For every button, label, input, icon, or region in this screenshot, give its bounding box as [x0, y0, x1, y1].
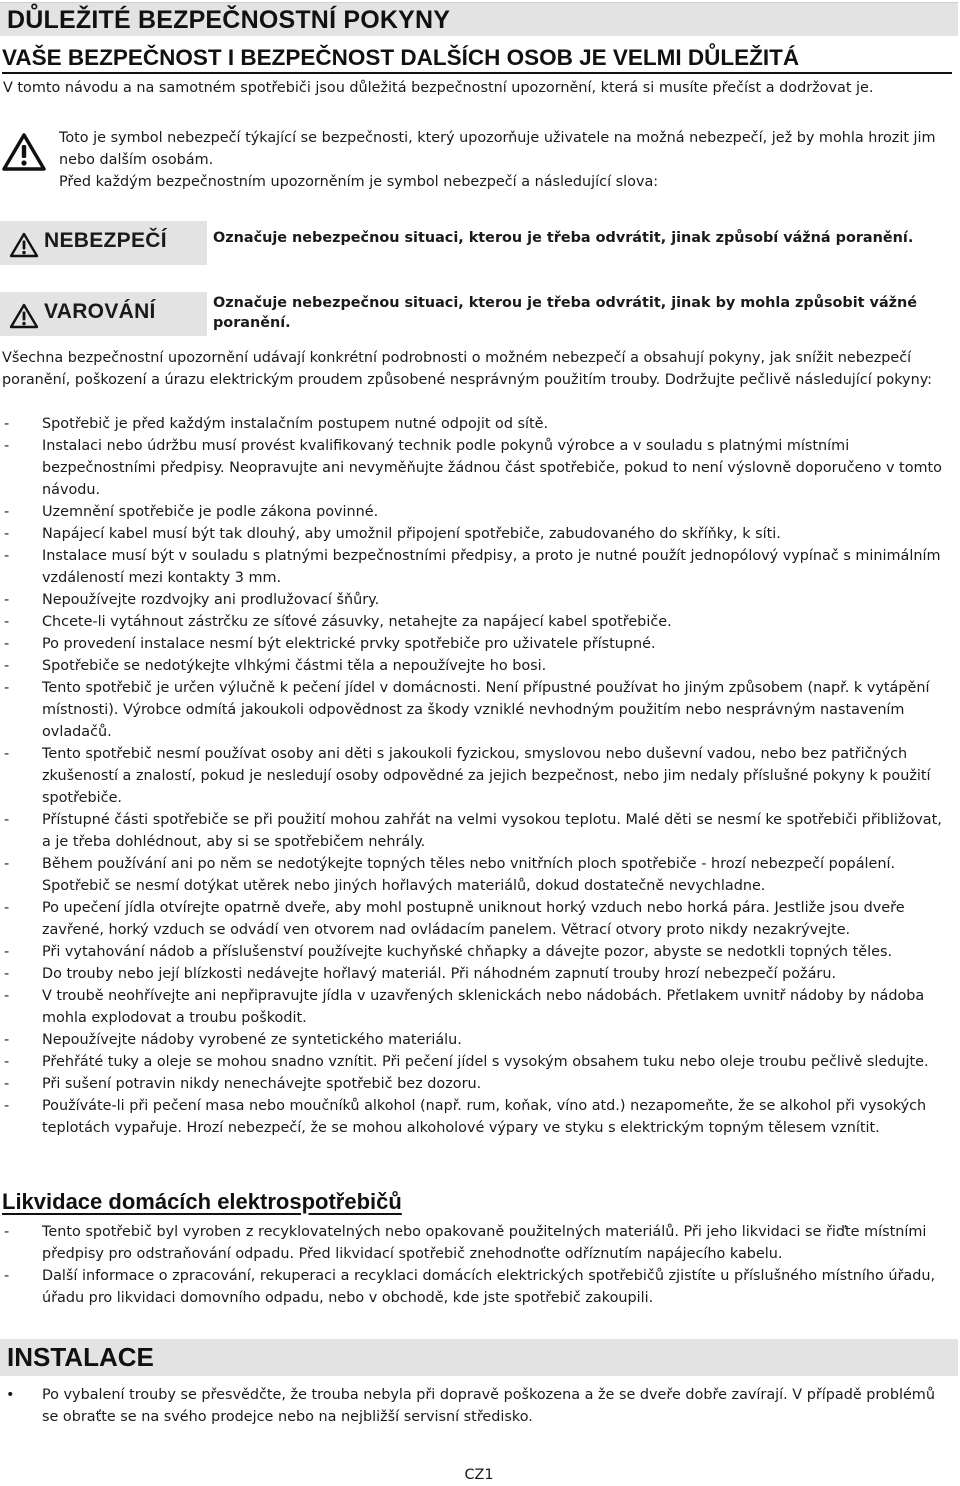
list-item: - Při sušení potravin nikdy nenechávejte spotřebič bez dozoru. [4, 1076, 482, 1092]
page-number: CZ1 [464, 1467, 494, 1483]
list-item: - Nepoužívejte rozdvojky ani prodlužovací šňůry. [4, 592, 380, 608]
list-item: - Napájecí kabel musí být tak dlouhý, aby umožnil připojení spotřebiče, zabudovaného do skříňky, k síti. [4, 526, 781, 542]
list-item: - Uzemnění spotřebiče je podle zákona povinné. [4, 504, 379, 520]
warning-triangle-icon [2, 133, 46, 171]
danger-label-text: NEBEZPEČÍ [44, 229, 167, 252]
warning-triangle-icon [9, 303, 39, 329]
list-item: - Instalaci nebo údržbu musí provést kvalifikovaný technik podle pokynů výrobce a v souladu s platnými místními bezpečnostními předpisy. Neopravujte ani nevyměňujte žádnou část spotřebiče, pokud to není výslovně doporučeno v tomto návodu. [4, 438, 942, 498]
list-item: - Používáte-li při pečení masa nebo moučníků alkohol (např. rum, koňak, víno atd.) nezapomeňte, že se alkohol při vysokých teplotách vypařuje. Hrozí nebezpečí, že se mohou alkoholové výpary ve styku s elektrickým topným tělesem vznítit. [4, 1098, 927, 1136]
danger-definition: Označuje nebezpečnou situaci, kterou je třeba odvrátit, jinak způsobí vážná poranění. [213, 230, 914, 246]
list-item: - Do trouby nebo její blízkosti nedávejte hořlavý materiál. Při náhodném zapnutí trouby hrozí nebezpečí požáru. [4, 966, 837, 982]
danger-label [0, 221, 207, 265]
warning-triangle-icon [9, 232, 39, 258]
list-item: - Instalace musí být v souladu s platnými bezpečnostními předpisy, a proto je nutné použít jednopólový vypínač s minimálním vzdáleností mezi kontakty 3 mm. [4, 548, 941, 586]
installation-list [2, 1384, 954, 1428]
list-item: - Tento spotřebič je určen výlučně k pečení jídel v domácnosti. Není přípustné používat ho jiným způsobem (např. k vytápění místnosti). Výrobce odmítá jakoukoli odpovědnost za škody vzniklé nevhodným použitím nebo nesprávným nastavením ovladačů. [4, 680, 930, 740]
list-item: - Tento spotřebič nesmí používat osoby ani děti s jakoukoli fyzickou, smyslovou nebo duševní vadou, nebo bez patřičných zkušeností a znalostí, pokud je nesledují osoby odpovědné za jejich bezpečnost, nebo jim nedaly příslušné pokyny k použití spotřebiče. [4, 746, 931, 806]
page-title: DŮLEŽITÉ BEZPEČNOSTNÍ POKYNY [7, 6, 451, 34]
symbol-description: Toto je symbol nebezpečí týkající se bezpečnosti, který upozorňuje uživatele na možná nebezpečí, jež by mohla hrozit jim nebo dalším osobám. [59, 130, 936, 168]
warning-label [0, 292, 207, 336]
installation-heading: INSTALACE [7, 1342, 154, 1372]
safety-instructions-list [2, 413, 954, 1139]
list-item: • Po vybalení trouby se přesvědčte, že trouba nebyla při dopravě poškozena a že se dveře dobře zavírají. V případě problémů se obraťte se na svého prodejce nebo na nejbližší servisní středisko. [6, 1387, 935, 1425]
list-item: - Chcete-li vytáhnout zástrčku ze síťové zásuvky, netahejte za napájecí kabel spotřebiče. [4, 614, 672, 630]
list-item: - Po upečení jídla otvírejte opatrně dveře, aby mohl postupně uniknout horký vzduch nebo horká pára. Jestliže jsou dveře zavřené, horký vzduch se odvádí ven otvorem nad ovládacím panelem. Větrací otvory proto nikdy nezakrývejte. [4, 900, 905, 938]
list-item: - Přístupné části spotřebiče se při použití mohou zahřát na velmi vysokou teplotu. Malé děti se nesmí ke spotřebiči přibližovat, a je třeba dohlédnout, aby si se spotřebičem nehrály. [4, 812, 942, 850]
disposal-list [2, 1221, 954, 1309]
list-item: - Po provedení instalace nesmí být elektrické prvky spotřebiče pro uživatele přístupné. [4, 636, 656, 652]
warning-definition: Označuje nebezpečnou situaci, kterou je třeba odvrátit, jinak by mohla způsobit vážné poranění. [213, 295, 918, 331]
intro-paragraph: V tomto návodu a na samotném spotřebiči jsou důležitá bezpečnostní upozornění, která si musíte přečíst a dodržovat je. [3, 80, 874, 96]
safety-intro-paragraph: Všechna bezpečnostní upozornění udávají konkrétní podrobnosti o možném nebezpečí a obsahují pokyny, jak snížit nebezpečí poranění, poškození a úrazu elektrickým proudem způsobené nesprávným použitím trouby. Dodržujte pečlivě následující pokyny: [2, 350, 933, 388]
list-item: - Přehřáté tuky a oleje se mohou snadno vznítit. Při pečení jídel s vysokým obsahem tuku nebo oleje troubu pečlivě sledujte. [4, 1054, 929, 1070]
list-item: - Další informace o zpracování, rekuperaci a recyklaci domácích elektrických spotřebičů zjistíte u příslušného místního úřadu, úřadu pro likvidaci domovního odpadu, nebo v obchodě, kde jste spotřebič zakoupili. [4, 1268, 936, 1306]
warning-label-text: VAROVÁNÍ [44, 300, 156, 323]
list-item: - Během používání ani po něm se nedotýkejte topných těles nebo vnitřních ploch spotřebiče - hrozí nebezpečí popálení. Spotřebič se nesmí dotýkat utěrek nebo jiných hořlavých materiálů, dokud dostatečně nevychladne. [4, 856, 896, 894]
list-item: - Spotřebič je před každým instalačním postupem nutné odpojit od sítě. [4, 416, 549, 432]
list-item: - Tento spotřebič byl vyroben z recyklovatelných nebo opakovaně použitelných materiálů. Při jeho likvidaci se řiďte místními předpisy pro odstraňování odpadu. Před likvidací spotřebič znehodnoťte odříznutím napájecího kabelu. [4, 1224, 927, 1262]
disposal-heading: Likvidace domácích elektrospotřebičů [2, 1189, 402, 1214]
list-item: - Spotřebiče se nedotýkejte vlhkými částmi těla a nepoužívejte ho bosi. [4, 658, 547, 674]
list-item: - Při vytahování nádob a příslušenství používejte kuchyňské chňapky a dávejte pozor, abyste se nedotkli topných těles. [4, 944, 893, 960]
title-bar [0, 2, 958, 36]
list-item: - Nepoužívejte nádoby vyrobené ze syntetického materiálu. [4, 1032, 462, 1048]
list-item: - V troubě neohřívejte ani nepřipravujte jídla v uzavřených sklenickách nebo nádobách. Přetlakem uvnitř nádoby by nádoba mohla explodovat a troubu poškodit. [4, 988, 925, 1026]
section-subtitle: VAŠE BEZPEČNOST I BEZPEČNOST DALŠÍCH OSOB JE VELMI DŮLEŽITÁ [2, 44, 952, 74]
symbol-words-intro: Před každým bezpečnostním upozorněním je symbol nebezpečí a následující slova: [59, 174, 659, 190]
installation-heading-bar [0, 1339, 958, 1376]
